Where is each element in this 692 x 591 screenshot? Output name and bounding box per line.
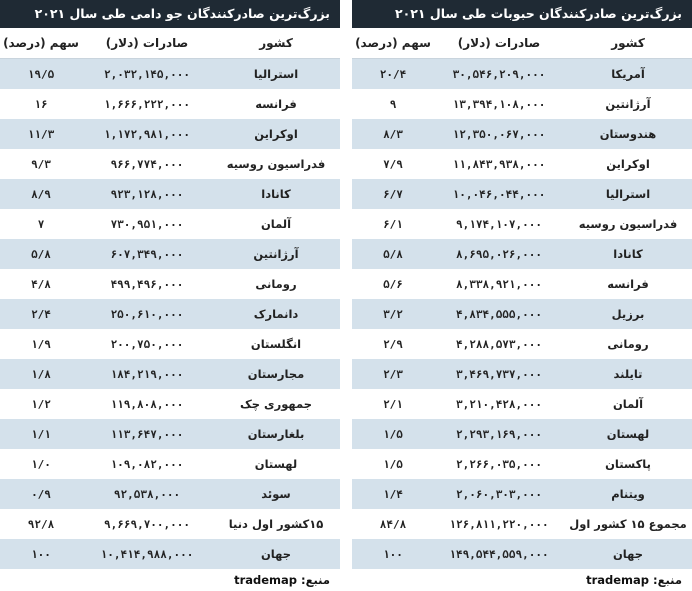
cell-country: آرژانتین <box>253 247 299 261</box>
cell-exports: ۹۲,۵۳۸,۰۰۰ <box>113 487 181 501</box>
cell-share: ۱/۰ <box>31 457 51 471</box>
table-row <box>352 89 692 119</box>
table-row <box>352 149 692 179</box>
cell-share: ۵/۸ <box>383 247 403 261</box>
table-header <box>0 28 340 59</box>
table-row <box>0 119 340 149</box>
cell-country: لهستان <box>606 427 650 441</box>
cell-exports: ۱,۱۷۲,۹۸۱,۰۰۰ <box>103 127 191 141</box>
table-row <box>352 389 692 419</box>
table-row <box>352 59 692 89</box>
cell-country: جهان <box>612 547 643 561</box>
table-row <box>0 419 340 449</box>
cell-exports: ۸,۶۹۵,۰۲۶,۰۰۰ <box>455 247 543 261</box>
cell-share: ۲/۳ <box>383 367 403 381</box>
table-row <box>0 389 340 419</box>
panel-divider <box>344 0 348 580</box>
cell-country: آلمان <box>260 217 292 231</box>
cell-country: رومانی <box>607 337 649 351</box>
cell-country: فدراسیون روسیه <box>578 217 678 231</box>
cell-share: ۶/۱ <box>383 217 403 231</box>
cell-share: ۲/۹ <box>383 337 403 351</box>
cell-share: ۶/۷ <box>383 187 403 201</box>
cell-country: سوئد <box>261 487 291 501</box>
cell-share: ۱/۵ <box>383 427 403 441</box>
cell-country: فرانسه <box>607 277 649 291</box>
table-row <box>352 209 692 239</box>
cell-share: ۷ <box>37 217 45 231</box>
cell-country: انگلستان <box>250 337 302 351</box>
cell-country: پاکستان <box>605 457 651 471</box>
cell-share: ۲/۱ <box>383 397 403 411</box>
cell-share: ۸/۹ <box>31 187 51 201</box>
grain-exporters-table <box>352 0 692 587</box>
cell-country: کانادا <box>613 247 643 261</box>
table-row <box>352 119 692 149</box>
table-row <box>0 59 340 89</box>
cell-exports: ۲,۰۳۲,۱۴۵,۰۰۰ <box>103 67 191 81</box>
cell-country: استرالیا <box>253 67 299 81</box>
table-row <box>0 359 340 389</box>
cell-country: ۱۵کشور اول دنیا <box>228 517 324 531</box>
cell-share: ۵/۸ <box>31 247 51 261</box>
cell-exports: ۲,۲۶۶,۰۳۵,۰۰۰ <box>455 457 543 471</box>
table-row <box>352 539 692 569</box>
cell-country: ویتنام <box>611 487 645 501</box>
cell-share: ۴/۸ <box>31 277 51 291</box>
cell-share: ۱۹/۵ <box>27 67 55 81</box>
cell-share: ۱/۱ <box>31 427 51 441</box>
cell-exports: ۳,۲۱۰,۴۲۸,۰۰۰ <box>455 397 543 411</box>
table-row <box>352 269 692 299</box>
cell-country: لهستان <box>254 457 298 471</box>
cell-country: کانادا <box>261 187 291 201</box>
table-title: بزرگ‌ترین صادرکنندگان حبوبات طی سال ۲۰۲۱ <box>352 0 692 28</box>
cell-exports: ۴,۲۸۸,۵۷۳,۰۰۰ <box>455 337 543 351</box>
cell-share: ۲۰/۴ <box>379 67 407 81</box>
cell-exports: ۲,۰۶۰,۳۰۳,۰۰۰ <box>455 487 543 501</box>
table-row <box>0 209 340 239</box>
cell-exports: ۲۵۰,۶۱۰,۰۰۰ <box>110 307 184 321</box>
cell-country: آلمان <box>612 397 644 411</box>
cell-exports: ۱۲۶,۸۱۱,۲۲۰,۰۰۰ <box>449 517 549 531</box>
table-row <box>0 149 340 179</box>
table-row <box>352 239 692 269</box>
cell-country: مجموع ۱۵ کشور اول <box>569 517 687 531</box>
cell-exports: ۱۱,۸۴۳,۹۳۸,۰۰۰ <box>452 157 546 171</box>
cell-exports: ۱۱۹,۸۰۸,۰۰۰ <box>110 397 184 411</box>
cell-country: جهان <box>260 547 291 561</box>
cell-exports: ۹۶۶,۷۷۴,۰۰۰ <box>110 157 184 171</box>
table-body <box>352 59 692 569</box>
cell-country: جمهوری چک <box>239 397 313 411</box>
cell-share: ۸/۳ <box>383 127 403 141</box>
cell-country: استرالیا <box>605 187 651 201</box>
table-row <box>0 539 340 569</box>
table-row <box>352 329 692 359</box>
table-row <box>352 179 692 209</box>
cell-exports: ۱۳,۳۹۴,۱۰۸,۰۰۰ <box>452 97 546 111</box>
header-country: کشور <box>259 36 293 50</box>
table-row <box>0 89 340 119</box>
cell-exports: ۱۰۹,۰۸۲,۰۰۰ <box>110 457 184 471</box>
cell-country: برزیل <box>611 307 645 321</box>
cell-country: رومانی <box>255 277 297 291</box>
cell-share: ۱۶ <box>34 97 48 111</box>
cell-share: ۱۰۰ <box>383 547 403 561</box>
cell-share: ۹ <box>389 97 397 111</box>
header-country: کشور <box>611 36 645 50</box>
cell-country: دانمارک <box>253 307 299 321</box>
cell-exports: ۱۰,۴۱۴,۹۸۸,۰۰۰ <box>100 547 194 561</box>
barley-exporters-table <box>0 0 340 587</box>
cell-share: ۱/۸ <box>31 367 51 381</box>
header-exports: صادرات (دلار) <box>457 36 541 50</box>
table-row <box>0 449 340 479</box>
cell-exports: ۶۰۷,۳۴۹,۰۰۰ <box>110 247 184 261</box>
cell-share: ۱۰۰ <box>31 547 51 561</box>
table-row <box>0 239 340 269</box>
cell-country: بلغارستان <box>247 427 305 441</box>
cell-share: ۱۱/۳ <box>27 127 55 141</box>
cell-exports: ۱۸۴,۲۱۹,۰۰۰ <box>110 367 184 381</box>
cell-exports: ۴۹۹,۴۹۶,۰۰۰ <box>110 277 184 291</box>
cell-country: فرانسه <box>255 97 297 111</box>
cell-exports: ۸,۳۳۸,۹۲۱,۰۰۰ <box>455 277 543 291</box>
cell-country: آمریکا <box>611 67 645 81</box>
table-row <box>0 509 340 539</box>
cell-share: ۸۴/۸ <box>379 517 407 531</box>
table-row <box>352 479 692 509</box>
cell-exports: ۲۰۰,۷۵۰,۰۰۰ <box>110 337 184 351</box>
table-row <box>352 449 692 479</box>
cell-share: ۹/۳ <box>31 157 51 171</box>
cell-share: ۵/۶ <box>383 277 403 291</box>
cell-share: ۱/۵ <box>383 457 403 471</box>
cell-share: ۳/۲ <box>383 307 403 321</box>
cell-exports: ۱۰,۰۴۶,۰۴۴,۰۰۰ <box>452 187 546 201</box>
table-row <box>0 179 340 209</box>
cell-exports: ۱۱۳,۶۴۷,۰۰۰ <box>110 427 184 441</box>
cell-share: ۱/۹ <box>31 337 51 351</box>
table-row <box>352 359 692 389</box>
source-note: منبع: trademap <box>586 573 682 587</box>
cell-country: مجارستان <box>247 367 305 381</box>
cell-exports: ۱۴۹,۵۴۴,۵۵۹,۰۰۰ <box>449 547 549 561</box>
cell-country: آرژانتین <box>605 97 651 111</box>
table-row <box>352 419 692 449</box>
cell-country: فدراسیون روسیه <box>226 157 326 171</box>
cell-exports: ۱,۶۶۶,۲۲۲,۰۰۰ <box>103 97 191 111</box>
source-note: منبع: trademap <box>234 573 330 587</box>
table-row <box>0 269 340 299</box>
cell-country: اوکراین <box>606 157 650 171</box>
table-row <box>352 299 692 329</box>
cell-exports: ۳۰,۵۴۶,۲۰۹,۰۰۰ <box>452 67 546 81</box>
table-row <box>0 299 340 329</box>
cell-share: ۱/۲ <box>31 397 51 411</box>
cell-exports: ۷۳۰,۹۵۱,۰۰۰ <box>110 217 184 231</box>
cell-share: ۹۲/۸ <box>27 517 55 531</box>
cell-share: ۱/۴ <box>383 487 403 501</box>
table-row <box>0 329 340 359</box>
table-body <box>0 59 340 569</box>
table-title: بزرگ‌ترین صادرکنندگان جو دامی طی سال ۲۰۲۱ <box>0 0 340 28</box>
cell-country: هندوستان <box>599 127 657 141</box>
cell-exports: ۱۲,۳۵۰,۰۶۷,۰۰۰ <box>452 127 546 141</box>
table-row <box>0 479 340 509</box>
cell-country: اوکراین <box>254 127 298 141</box>
header-exports: صادرات (دلار) <box>105 36 189 50</box>
cell-exports: ۹,۶۶۹,۷۰۰,۰۰۰ <box>103 517 191 531</box>
cell-share: ۷/۹ <box>383 157 403 171</box>
cell-exports: ۹,۱۷۴,۱۰۷,۰۰۰ <box>455 217 543 231</box>
cell-country: تایلند <box>613 367 643 381</box>
cell-share: ۰/۹ <box>31 487 51 501</box>
table-header <box>352 28 692 59</box>
table-row <box>352 509 692 539</box>
header-share: سهم (درصد) <box>355 36 431 50</box>
cell-exports: ۹۲۳,۱۲۸,۰۰۰ <box>110 187 184 201</box>
cell-exports: ۴,۸۳۴,۵۵۵,۰۰۰ <box>455 307 543 321</box>
header-share: سهم (درصد) <box>3 36 79 50</box>
cell-share: ۲/۴ <box>31 307 51 321</box>
cell-exports: ۳,۴۶۹,۷۳۷,۰۰۰ <box>455 367 543 381</box>
cell-exports: ۲,۲۹۳,۱۶۹,۰۰۰ <box>455 427 543 441</box>
